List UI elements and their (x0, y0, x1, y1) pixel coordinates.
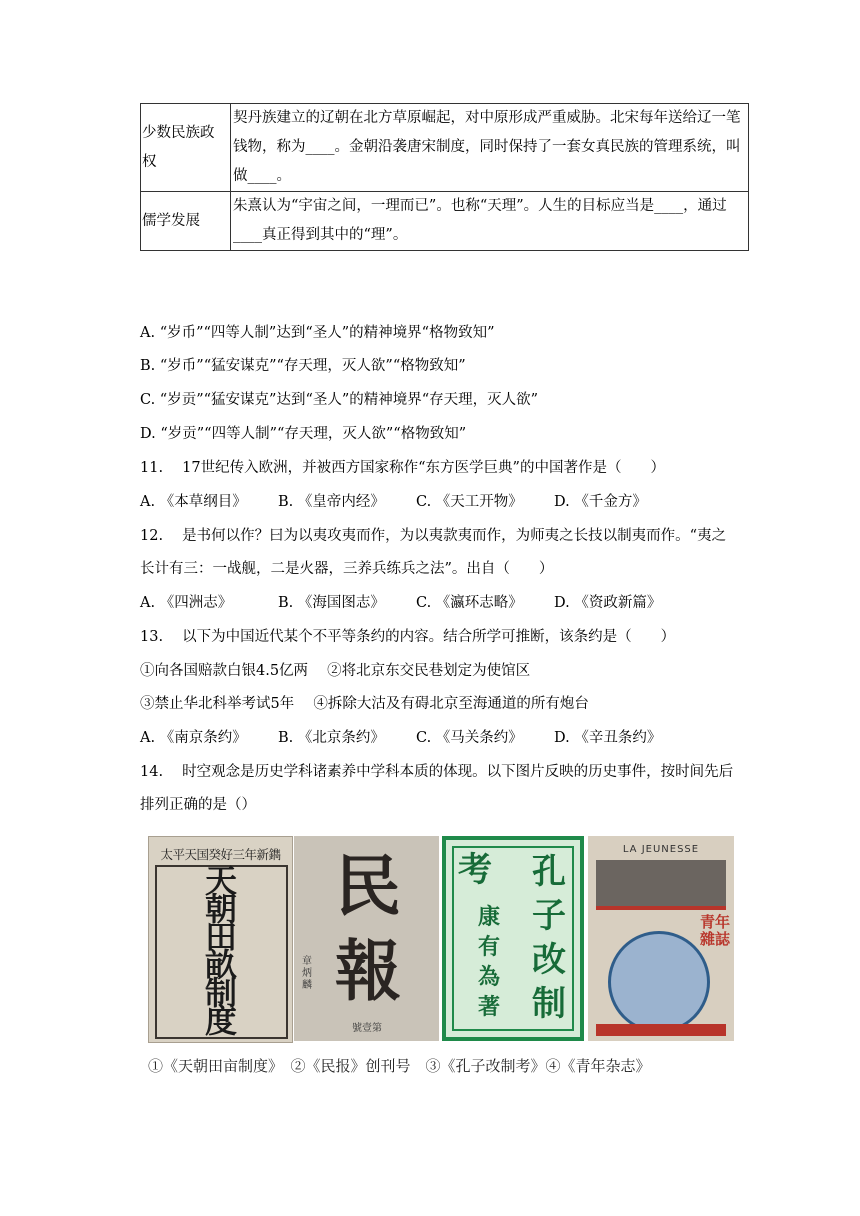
option-b: B. 《海国图志》 (278, 595, 385, 611)
option-a: A. “岁币”“四等人制”达到“圣人”的精神境界“格物致知” (140, 325, 495, 341)
figure-kongzi-gaizhi (442, 836, 584, 1041)
question-13-stem: 13. 以下为中国近代某个不平等条约的内容。结合所学可推断，该条约是（ ） (140, 629, 676, 645)
question-13-options (140, 728, 661, 748)
option-d: D. “岁贡”“四等人制”“存天理，灭人欲”“格物致知” (140, 426, 467, 442)
historical-images (148, 836, 734, 1046)
question-12-stem-line1: 12. 是书何以作？曰为以夷攻夷而作，为以夷款夷而作，为师夷之长技以制夷而作。“夷之 (140, 528, 727, 544)
figure-qingnian-zazhi (588, 836, 734, 1041)
figure-side-text: 章炳麟 (302, 956, 312, 991)
figure-header: LA JEUNESSE (622, 844, 700, 855)
question-14-stem-line2: 排列正确的是（） (140, 797, 256, 813)
question-14-stem-line1: 14. 时空观念是历史学科诸素养中学科本质的体现。以下图片反映的历史事件，按时间先后 (140, 764, 734, 780)
figure-col3: 康有為著 (478, 904, 501, 1020)
figure-title: 民報 (335, 847, 401, 1010)
question-13-items-1: ①向各国赔款白银4.5亿两 ②将北京东交民巷划定为使馆区 (140, 663, 531, 679)
portrait-circle (608, 931, 710, 1033)
figure-col1: 考 (458, 850, 492, 890)
question-12-stem-line2: 长计有三：一战舰，二是火器，三养兵练兵之法”。出自（ ） (140, 561, 554, 577)
option-d: D. 《千金方》 (554, 494, 647, 510)
figure-bottom-text: 號壹第 (352, 1023, 382, 1034)
figures-caption: ①《天朝田亩制度》 ②《民报》创刊号 ③《孔子改制考》④《青年杂志》 (148, 1057, 651, 1075)
question-11-stem: 11. 17世纪传入欧洲，并被西方国家称作“东方医学巨典”的中国著作是（ ） (140, 460, 665, 476)
figure-red-stripe (596, 906, 726, 910)
figure-minbao (294, 836, 439, 1041)
option-a: A. 《南京条约》 (140, 730, 247, 746)
question-12-options (140, 593, 661, 613)
option-c: C. 《瀛环志略》 (416, 595, 523, 611)
option-b: B. “岁币”“猛安谋克”“存天理，灭人欲”“格物致知” (140, 358, 466, 374)
option-c: C. “岁贡”“猛安谋克”达到“圣人”的精神境界“存天理，灭人欲” (140, 392, 539, 408)
figure-bottom-band (596, 1024, 726, 1036)
table-row (141, 192, 749, 251)
table-row-content: 契丹族建立的辽朝在北方草原崛起，对中原形成严重威胁。北宋每年送给辽一笔钱物，称为____。金朝沿袭唐宋制度，同时保持了一套女真民族的管理系统，叫做____。 (231, 104, 749, 192)
info-table (140, 103, 749, 251)
question-13-items-2: ③禁止华北科举考试5年 ④拆除大沽及有碍北京至海通道的所有炮台 (140, 696, 589, 712)
option-c: C. 《马关条约》 (416, 730, 523, 746)
option-a: A. 《四洲志》 (140, 595, 233, 611)
table-row-label: 少数民族政权 (141, 104, 231, 192)
figure-crowd-band (596, 860, 726, 906)
figure-tianchao-tianmu (148, 836, 293, 1043)
option-b: B. 《皇帝内经》 (278, 494, 385, 510)
table-row-label: 儒学发展 (141, 192, 231, 251)
table-row (141, 104, 749, 192)
option-d: D. 《资政新篇》 (554, 595, 662, 611)
option-d: D. 《辛丑条约》 (554, 730, 662, 746)
option-c: C. 《天工开物》 (416, 494, 523, 510)
table-row-content: 朱熹认为“宇宙之间，一理而已”。也称“天理”。人生的目标应当是____，通过____真正得到其中的“理”。 (231, 192, 749, 251)
option-a: A. 《本草纲目》 (140, 494, 247, 510)
option-b: B. 《北京条约》 (278, 730, 385, 746)
question-11-options (140, 492, 647, 512)
figure-title: 天朝田畝制度 (204, 862, 237, 1040)
figure-side-title: 青年雜誌 (700, 913, 731, 948)
figure-top-text: 太平天国癸好三年新鐫 (160, 847, 281, 862)
figure-col2: 孔子改制 (532, 852, 566, 1024)
